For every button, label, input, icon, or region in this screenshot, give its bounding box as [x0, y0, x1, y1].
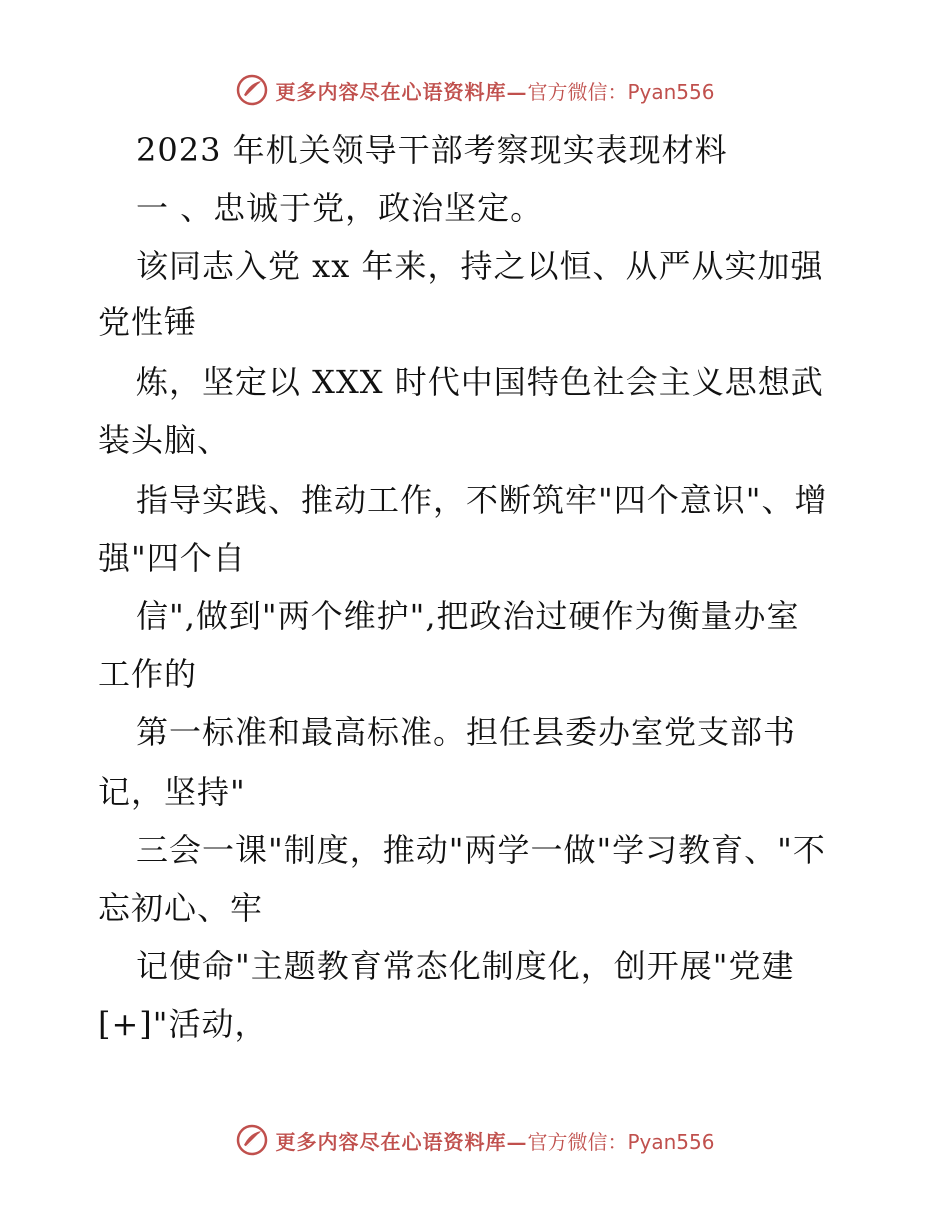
paragraph-line: 记，坚持" [98, 773, 246, 811]
paragraph-line: 三会一课"制度，推动"两学一做"学习教育、"不 [136, 831, 826, 869]
paragraph-line: 该同志入党 xx 年来，持之以恒、从严从实加强 [136, 247, 824, 285]
header-watermark [0, 70, 950, 110]
paragraph-line: 强"四个自 [98, 539, 246, 577]
paragraph-line: 第一标准和最高标准。担任县委办室党支部书 [136, 713, 797, 751]
paragraph-line: 炼，坚定以 XXX 时代中国特色社会主义思想武 [136, 363, 824, 401]
watermark-contact: 官方微信：Pyan556 [527, 1129, 715, 1154]
paragraph-line: 指导实践、推动工作，不断筑牢"四个意识"、增 [136, 481, 828, 519]
logo-icon [235, 1123, 269, 1157]
footer-watermark [0, 1120, 950, 1160]
document-title: 2023 年机关领导干部考察现实表现材料 [136, 131, 728, 169]
paragraph-line: 党性锤 [98, 303, 198, 341]
paragraph-line: 信",做到"两个维护",把政治过硬作为衡量办室 [136, 597, 800, 635]
paragraph-line: [+]"活动， [98, 1005, 268, 1043]
watermark-text: 更多内容尽在心语资料库— [275, 79, 528, 104]
watermark-text: 更多内容尽在心语资料库— [275, 1129, 528, 1154]
logo-icon [235, 73, 269, 107]
paragraph-line: 工作的 [98, 655, 198, 693]
section-heading: 一 、忠诚于党，政治坚定。 [136, 189, 544, 227]
paragraph-line: 装头脑、 [98, 421, 231, 459]
paragraph-line: 记使命"主题教育常态化制度化，创开展"党建 [136, 947, 795, 985]
watermark-contact: 官方微信：Pyan556 [527, 79, 715, 104]
paragraph-line: 忘初心、牢 [98, 889, 264, 927]
